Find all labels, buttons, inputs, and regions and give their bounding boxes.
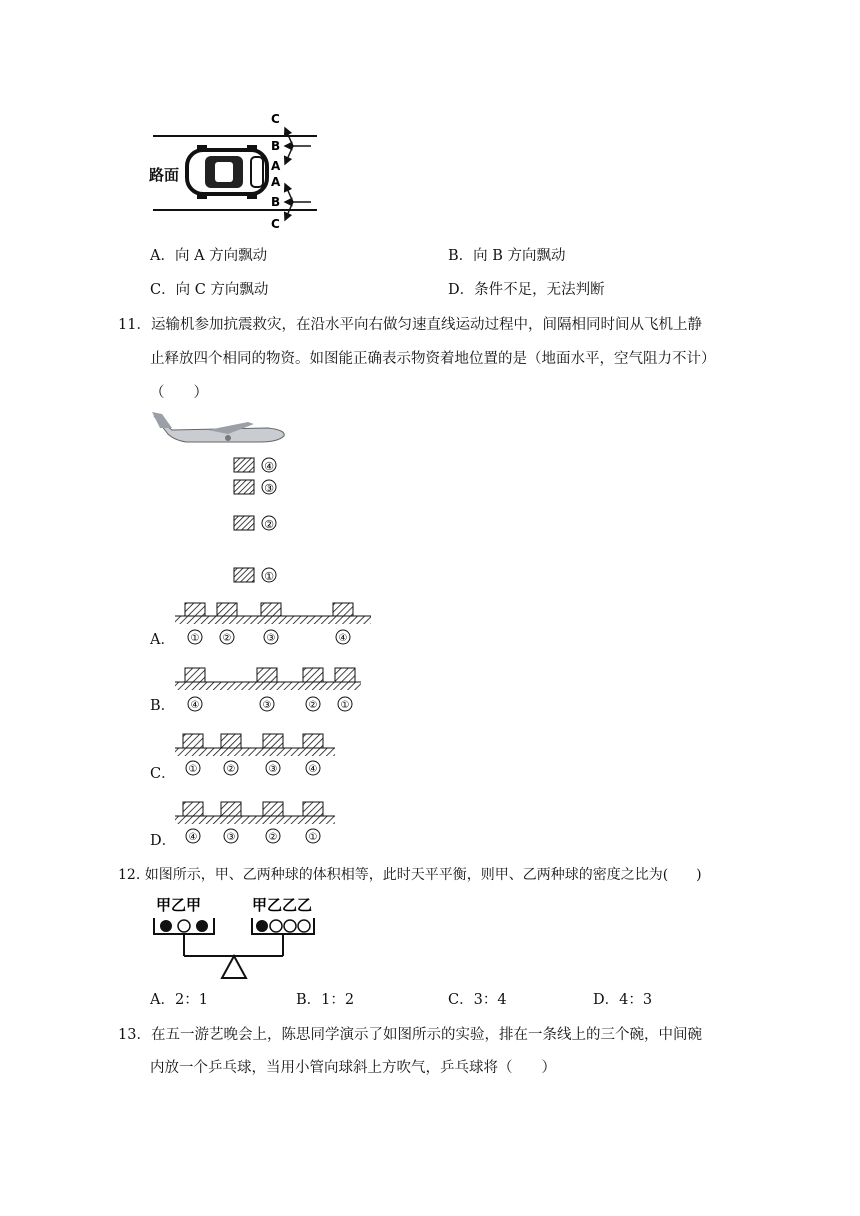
yi-ball [270,920,282,932]
car-icon [187,145,267,199]
q11-option-b-figure[interactable] [175,664,365,714]
jia-ball [256,920,268,932]
q12-option-b[interactable]: B．1：2 [296,992,355,1008]
q11-c-mark-4: ④ [308,764,318,775]
left-pan-label: 甲乙甲 [156,896,202,914]
q11-option-a-figure[interactable] [175,600,375,650]
yi-ball [178,920,190,932]
right-pan-label: 甲乙乙乙 [252,896,313,914]
balance-beam [184,934,283,978]
q11-a-mark-4: ④ [338,633,348,644]
q11-d-mark-1: ④ [188,832,198,843]
q11-d-mark-2: ③ [226,832,236,843]
balance-figure [148,892,323,982]
falling-label-2: ② [264,518,274,531]
jia-ball [196,920,208,932]
falling-label-1: ① [264,570,274,583]
arrow-label: C [271,217,280,231]
road-label: 路面 [149,166,180,184]
q11-option-a-label[interactable]: A． [150,632,175,648]
yi-ball [284,920,296,932]
airplane-figure [148,408,298,590]
arrows-top-icon [285,128,311,164]
q11-c-mark-3: ③ [268,764,278,775]
q10-option-a[interactable]: A．向 A 方向飘动 [150,248,268,264]
q11-a-mark-3: ③ [266,633,276,644]
q11-d-mark-4: ① [308,832,318,843]
q12-option-a[interactable]: A．2：1 [150,992,208,1008]
q11-option-d-figure[interactable] [175,798,340,848]
q11-option-c-label[interactable]: C． [150,766,176,782]
arrow-label: A [271,159,281,173]
q11-option-b-label[interactable]: B． [150,698,176,714]
arrow-label: B [271,139,281,153]
q11-stem-line3: （ ） [150,385,208,401]
falling-label-4: ④ [264,460,274,473]
jia-ball [160,920,172,932]
arrows-bottom-icon [285,184,311,220]
q11-option-d-label[interactable]: D． [150,833,177,849]
q10-option-d[interactable]: D．条件不足，无法判断 [448,282,605,298]
q11-option-c-figure[interactable] [175,730,340,780]
q11-b-mark-3: ② [308,700,318,711]
q12-stem: 12. 如图所示，甲、乙两种球的体积相等，此时天平平衡，则甲、乙两种球的密度之比为( ) [118,867,702,883]
car-road-figure [145,110,325,232]
q11-a-mark-2: ② [222,633,232,644]
q10-option-c[interactable]: C．向 C 方向飘动 [150,282,269,298]
q11-stem-line2: 止释放四个相同的物资。如图能正确表示物资着地位置的是（地面水平，空气阻力不计） [150,351,716,367]
q11-c-mark-1: ① [188,764,198,775]
q10-option-b[interactable]: B．向 B 方向飘动 [448,248,566,264]
arrow-label: C [271,112,280,126]
q11-b-mark-1: ④ [190,700,200,711]
q11-b-mark-2: ③ [262,700,272,711]
q12-option-c[interactable]: C．3：4 [448,992,507,1008]
q13-stem-line1: 13．在五一游艺晚会上，陈思同学演示了如图所示的实验，排在一条线上的三个碗，中间碗 [118,1027,702,1043]
arrow-label: A [271,175,281,189]
yi-ball [298,920,310,932]
q13-stem-line2: 内放一个乒乓球，当用小管向球斜上方吹气，乒乓球将（ ） [150,1060,556,1076]
q11-d-mark-3: ② [268,832,278,843]
arrow-label: B [271,195,281,209]
q11-a-mark-1: ① [190,633,200,644]
q12-option-d[interactable]: D．4：3 [593,992,653,1008]
airplane-icon [152,412,284,442]
falling-label-3: ③ [264,482,274,495]
q11-c-mark-2: ② [226,764,236,775]
q11-b-mark-4: ① [340,700,350,711]
q11-stem-line1: 11．运输机参加抗震救灾，在沿水平向右做匀速直线运动过程中，间隔相同时间从飞机上静 [118,317,702,333]
